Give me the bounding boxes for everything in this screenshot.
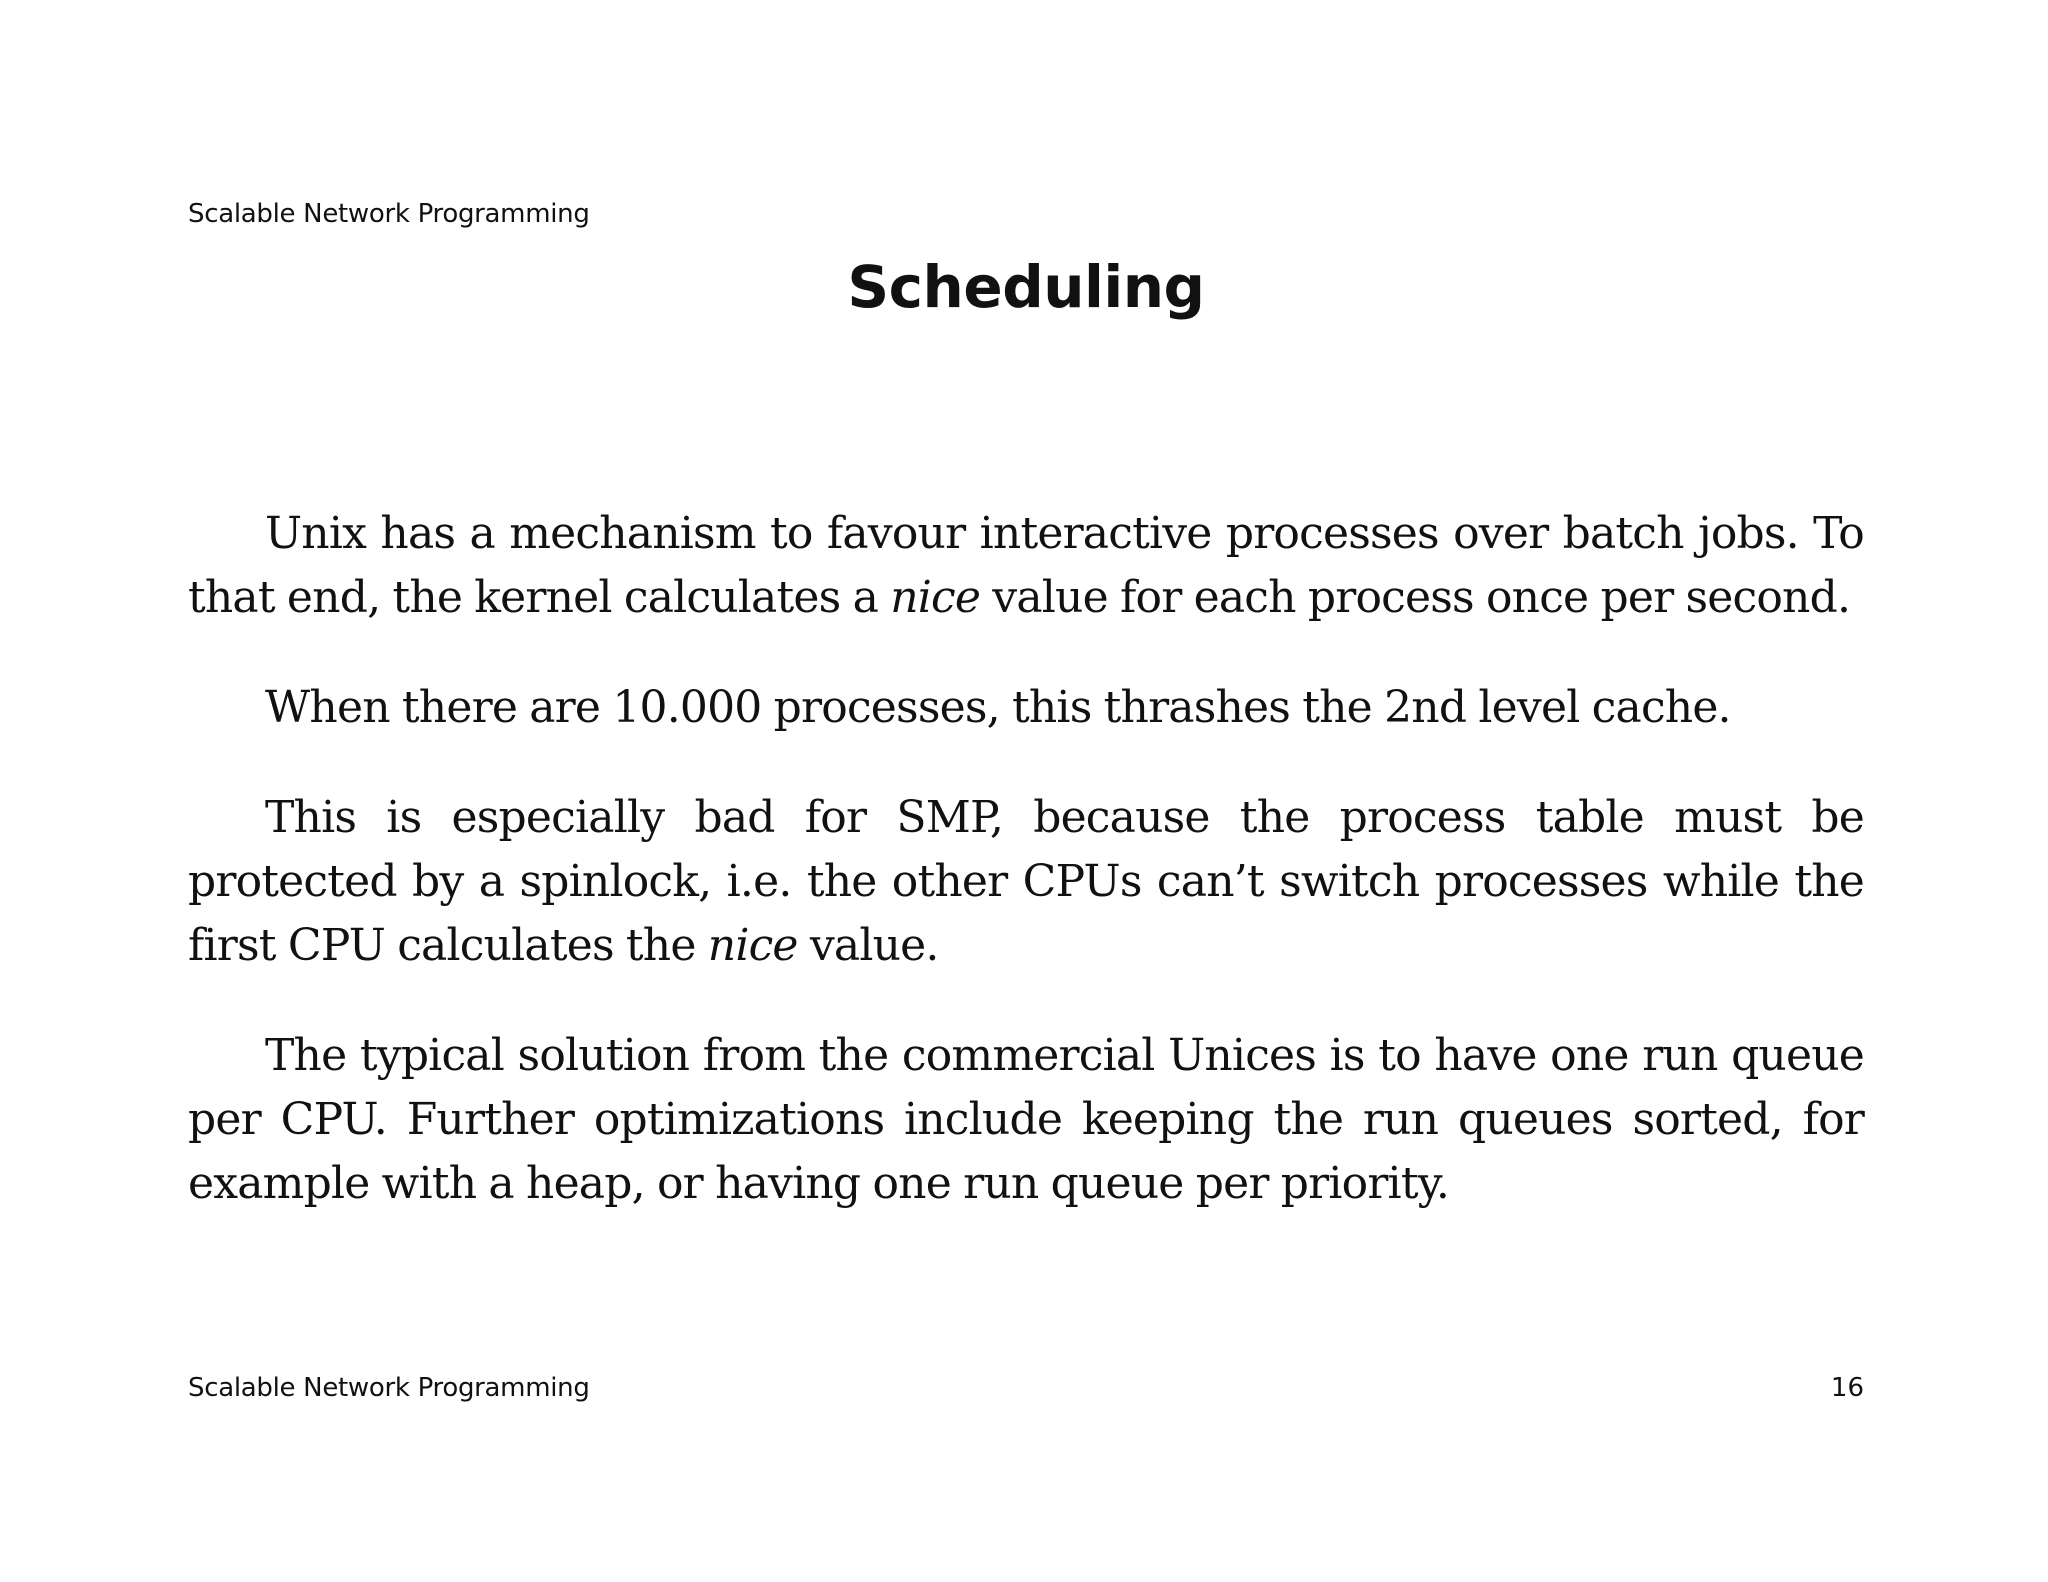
paragraph-cache-thrashing — [188, 676, 1864, 740]
paragraph-text: When there are 10.000 processes, this thrashes the 2nd level cache. — [265, 682, 1731, 733]
paragraph-text: The typical solution from the commercial Unices is to have one run queue per CPU. Further optimizations include keeping the run queues sorted, for example with a heap, or having one run queue per priority. — [188, 1030, 1864, 1209]
running-footer: Scalable Network Programming — [188, 1373, 590, 1403]
paragraph-text: This is especially bad for SMP, because the process table must be protected by a spinlock, i.e. the other CPUs can’t switch processes while the first CPU calculates the — [188, 792, 1864, 971]
paragraph-run-queues — [188, 1024, 1864, 1216]
paragraph-text: Unix has a mechanism to favour interactive processes over batch jobs. To that end, the kernel calculates a — [188, 508, 1864, 623]
emphasis-nice: nice — [890, 572, 981, 623]
page-title: Scheduling — [847, 253, 1205, 321]
emphasis-nice: nice — [707, 920, 798, 971]
running-header: Scalable Network Programming — [188, 199, 590, 229]
paragraph-text: value. — [797, 920, 939, 971]
page-number: 16 — [1830, 1373, 1864, 1403]
body-text — [188, 502, 1864, 1262]
paragraph-nice-value — [188, 502, 1864, 630]
paragraph-smp-spinlock — [188, 786, 1864, 978]
paragraph-text: value for each process once per second. — [980, 572, 1851, 623]
